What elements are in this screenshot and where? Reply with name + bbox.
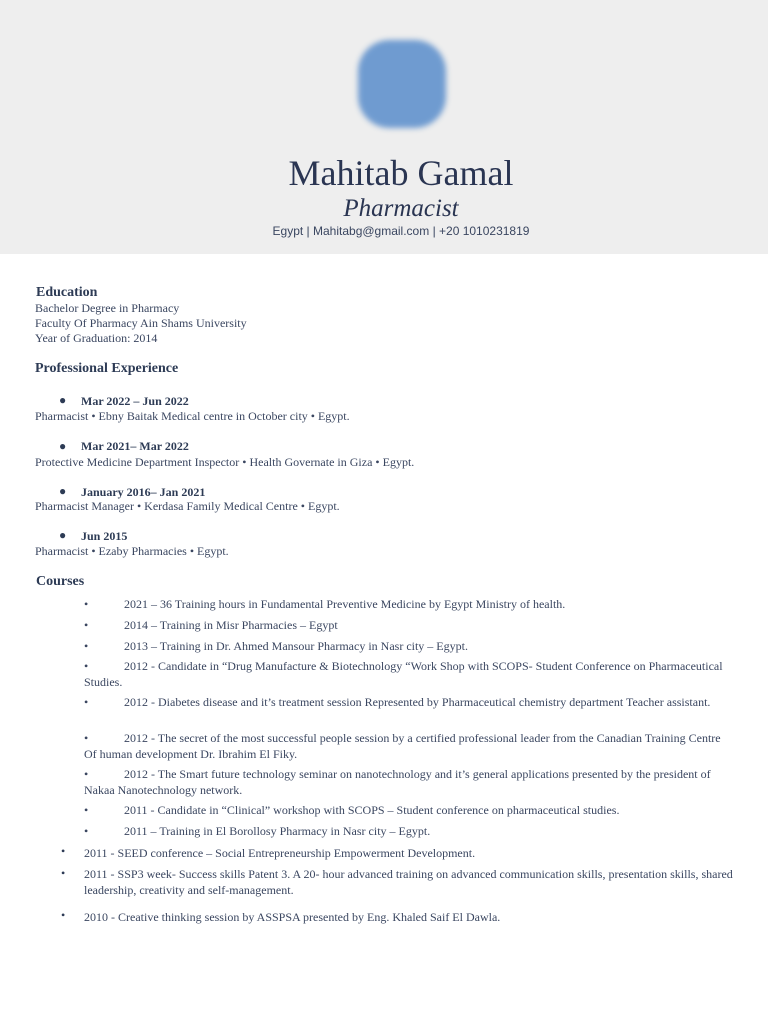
course-item: • 2011 - Candidate in “Clinical” workshop with SCOPS – Student conference on pharmaceutical studies. bbox=[84, 803, 620, 817]
course-item: • 2012 - Candidate in “Drug Manufacture & Biotechnology “Work Shop with SCOPS- Student Conference on Pharmaceutical Studies. bbox=[84, 659, 723, 689]
experience-detail: Pharmacist • Ezaby Pharmacies • Egypt. bbox=[35, 544, 229, 558]
bullet-icon: ● bbox=[59, 484, 67, 498]
course-item: • 2011 – Training in El Borollosy Pharmacy in Nasr city – Egypt. bbox=[84, 824, 431, 838]
bullet-icon: ● bbox=[59, 393, 67, 407]
course-item: • 2014 – Training in Misr Pharmacies – Egypt bbox=[84, 618, 338, 632]
candidate-name: Mahitab Gamal bbox=[288, 153, 514, 193]
experience-dates: Jun 2015 bbox=[81, 529, 128, 543]
course-item: 2011 - SEED conference – Social Entrepreneurship Empowerment Development. bbox=[84, 846, 476, 860]
education-heading: Education bbox=[36, 285, 98, 300]
bullet-icon: • bbox=[84, 731, 89, 745]
bullet-icon: • bbox=[61, 908, 66, 922]
bullet-icon: • bbox=[84, 695, 89, 709]
experience-dates: January 2016– Jan 2021 bbox=[81, 485, 206, 499]
header-banner bbox=[0, 0, 768, 254]
bullet-icon: • bbox=[61, 844, 66, 858]
course-item: 2010 - Creative thinking session by ASSPSA presented by Eng. Khaled Saif El Dawla. bbox=[84, 910, 501, 924]
education-degree: Bachelor Degree in Pharmacy bbox=[35, 301, 180, 315]
bullet-icon: • bbox=[84, 597, 89, 611]
course-item: • 2012 - The Smart future technology seminar on nanotechnology and it’s general applications presented by the president of Nakaa Nanotechnology network. bbox=[84, 767, 711, 797]
course-item: • 2013 – Training in Dr. Ahmed Mansour Pharmacy in Nasr city – Egypt. bbox=[84, 639, 468, 653]
job-title: Pharmacist bbox=[343, 195, 459, 222]
course-item: 2011 - SSP3 week- Success skills Patent 3. A 20- hour advanced training on advanced communication skills, presentation skills, shared leadership, creativity and self-management. bbox=[84, 867, 733, 897]
bullet-icon: • bbox=[84, 803, 89, 817]
bullet-icon: ● bbox=[59, 439, 67, 453]
bullet-icon: • bbox=[84, 639, 89, 653]
experience-dates: Mar 2021– Mar 2022 bbox=[81, 439, 189, 453]
experience-detail: Pharmacist Manager • Kerdasa Family Medical Centre • Egypt. bbox=[35, 499, 340, 513]
bullet-icon: ● bbox=[59, 528, 67, 542]
bullet-icon: • bbox=[84, 618, 89, 632]
course-item: • 2012 - Diabetes disease and it’s treatment session Represented by Pharmaceutical chemistry department Teacher assistant. bbox=[84, 695, 711, 709]
experience-detail: Pharmacist • Ebny Baitak Medical centre in October city • Egypt. bbox=[35, 409, 350, 423]
experience-dates: Mar 2022 – Jun 2022 bbox=[81, 394, 189, 408]
course-item: • 2021 – 36 Training hours in Fundamental Preventive Medicine by Egypt Ministry of health. bbox=[84, 597, 566, 611]
education-graduation-year: Year of Graduation: 2014 bbox=[35, 331, 158, 345]
experience-detail: Protective Medicine Department Inspector • Health Governate in Giza • Egypt. bbox=[35, 455, 415, 469]
bullet-icon: • bbox=[84, 824, 89, 838]
bullet-icon: • bbox=[84, 767, 89, 781]
courses-heading: Courses bbox=[36, 574, 85, 589]
course-item: • 2012 - The secret of the most successful people session by a certified professional leader from the Canadian Training Centre Of human development Dr. Ibrahim El Fiky. bbox=[84, 731, 721, 761]
bullet-icon: • bbox=[61, 866, 66, 880]
avatar bbox=[358, 40, 446, 128]
contact-info: Egypt | Mahitabg@gmail.com | +20 1010231819 bbox=[272, 224, 530, 238]
experience-heading: Professional Experience bbox=[35, 361, 179, 376]
bullet-icon: • bbox=[84, 659, 89, 673]
education-faculty: Faculty Of Pharmacy Ain Shams University bbox=[35, 316, 247, 330]
